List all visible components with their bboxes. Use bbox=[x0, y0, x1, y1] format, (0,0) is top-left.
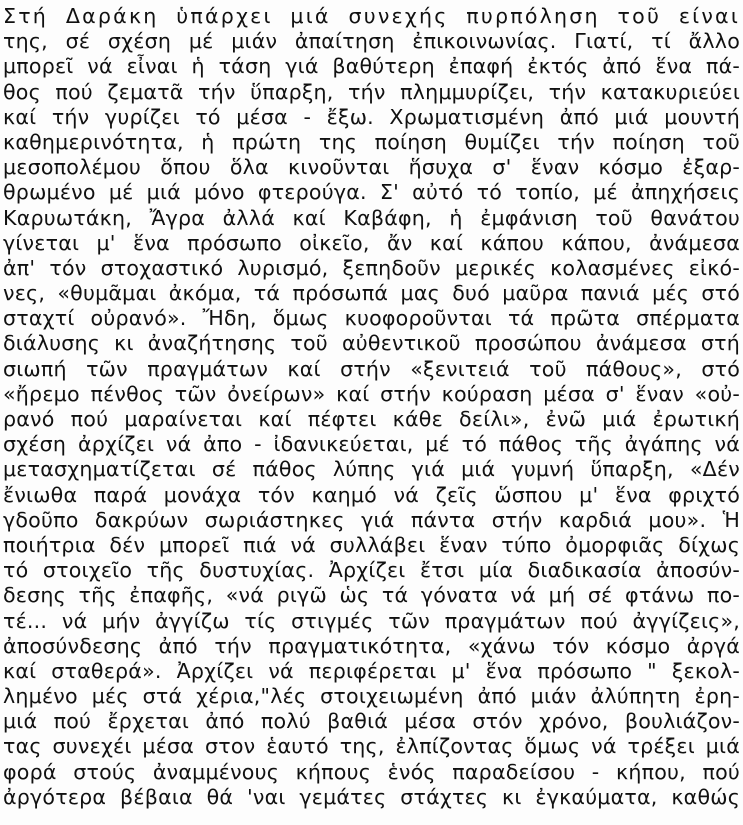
text-line: της, σέ σχέση μέ μιάν ἀπαίτηση ἐπικοινωνίας. Γιατί, τί ἄλλο bbox=[3, 29, 740, 54]
text-line: νες, «θυμᾶμαι ἀκόμα, τά πρόσωπά μας δυό μαῦρα πανιά μές στό bbox=[3, 281, 740, 306]
text-line: λημένο μές στά χέρια,"λές στοιχειωμένη ἀπό μιάν ἀλύπητη ἐρη- bbox=[3, 684, 740, 709]
text-line: ρανό πού μαραίνεται καί πέφτει κάθε δείλι», ἐνῶ μιά ἐρωτική bbox=[3, 407, 740, 431]
text-line: ἀποσύνδεσης ἀπό τήν πραγματικότητα, «χάνω τόν κόσμο ἀργά bbox=[3, 633, 740, 658]
text-line: ποιήτρια δέν μπορεῖ πιά νά συλλάβει ἕναν τύπο ὀμορφιᾶς δίχως bbox=[3, 532, 740, 557]
text-line: καθημερινότητα, ἡ πρώτη της ποίηση θυμίζει τήν ποίηση τοῦ bbox=[3, 129, 740, 154]
text-line: μετασχηματίζεται σέ πάθος λύπης γιά μιά γυμνή ὕπαρξη, «Δέν bbox=[3, 457, 740, 482]
text-line: γδοῦπο δακρύων σωριάστηκες γιά πάντα στήν καρδιά μου». Ἡ bbox=[3, 507, 740, 532]
text-line: γίνεται μ' ἕνα πρόσωπο οἰκεῖο, ἄν καί κάπου κάπου, ἀνάμεσα bbox=[3, 230, 740, 255]
text-line: ἀργότερα βέβαια θά 'ναι γεμάτες στάχτες κι ἐγκαύματα, καθώς bbox=[3, 784, 740, 809]
text-line: τέ... νά μήν ἀγγίζω τίς στιγμές τῶν πραγμάτων πού ἀγγίζεις», bbox=[3, 608, 740, 633]
text-line: «ἤρεμο πένθος τῶν ὀνείρων» καί στήν κούραση μέσα σ' ἕναν «οὐ- bbox=[3, 381, 740, 406]
text-line: καί τήν γυρίζει τό μέσα - ἔξω. Χρωματισμένη ἀπό μιά μουντή bbox=[3, 104, 740, 129]
text-line: διάλυσης κι ἀναζήτησης τοῦ αὐθεντικοῦ προσώπου ἀνάμεσα στή bbox=[3, 331, 740, 356]
text-line: Καρυωτάκη, Ἄγρα ἀλλά καί Καβάφη, ἡ ἐμφάνιση τοῦ θανάτου bbox=[3, 205, 740, 230]
text-line: φορά στούς ἀναμμένους κήπους ἑνός παραδείσου - κήπου, πού bbox=[3, 759, 740, 784]
text-line: Στή Δαράκη ὑπάρχει μιά συνεχής πυρπόληση τοῦ είναι bbox=[3, 4, 740, 28]
text-line: μεσοπολέμου ὅπου ὅλα κινοῦνται ἥσυχα σ' ἕναν κόσμο ἐξαρ- bbox=[3, 155, 740, 180]
text-line: σταχτί οὐρανό». Ἤδη, ὅμως κυοφοροῦνται τά πρῶτα σπέρματα bbox=[3, 306, 740, 331]
text-line: τό στοιχεῖο τῆς δυστυχίας. Ἀρχίζει ἔτσι μία διαδικασία ἀποσύν- bbox=[3, 558, 740, 583]
text-line: θος πού ζεματᾶ τήν ὕπαρξη, τήν πλημμυρίζει, τήν κατακυριεύει bbox=[3, 79, 740, 104]
text-line: ἔνιωθα παρά μονάχα τόν καημό νά ζεῖς ὥσπου μ' ἕνα φριχτό bbox=[3, 482, 740, 507]
text-line: σχέση ἀρχίζει νά ἀπο - ἰδανικεύεται, μέ τό πάθος τῆς ἀγάπης νά bbox=[3, 432, 740, 457]
text-line: καί σταθερά». Ἀρχίζει νά περιφέρεται μ' ἕνα πρόσωπο " ξεκολ- bbox=[3, 658, 740, 683]
text-line: θρωμένο μέ μιά μόνο φτερούγα. Σ' αὐτό τό τοπίο, μέ ἀπηχήσεις bbox=[3, 180, 740, 205]
text-line: ἀπ' τόν στοχαστικό λυρισμό, ξεπηδοῦν μερικές κολασμένες εἰκό- bbox=[3, 255, 740, 280]
text-line: δεσης τῆς ἐπαφῆς, «νά ριγῶ ὡς τά γόνατα νά μή σέ φτάνω πο- bbox=[3, 583, 740, 608]
text-line: σιωπή τῶν πραγμάτων καί στήν «ξενιτειά τοῦ πάθους», στό bbox=[3, 356, 740, 381]
text-line: μιά πού ἔρχεται ἀπό πολύ βαθιά μέσα στόν χρόνο, βουλιάζον- bbox=[3, 709, 740, 734]
text-line: μπορεῖ νά εἶναι ἡ τάση γιά βαθύτερη ἐπαφή ἐκτός ἀπό ἕνα πά- bbox=[3, 54, 740, 79]
text-line: τας συνεχέι μέσα στον ἑαυτό της, ἐλπίζοντας ὅμως νά τρέξει μιά bbox=[3, 734, 740, 759]
body-text bbox=[3, 4, 740, 810]
